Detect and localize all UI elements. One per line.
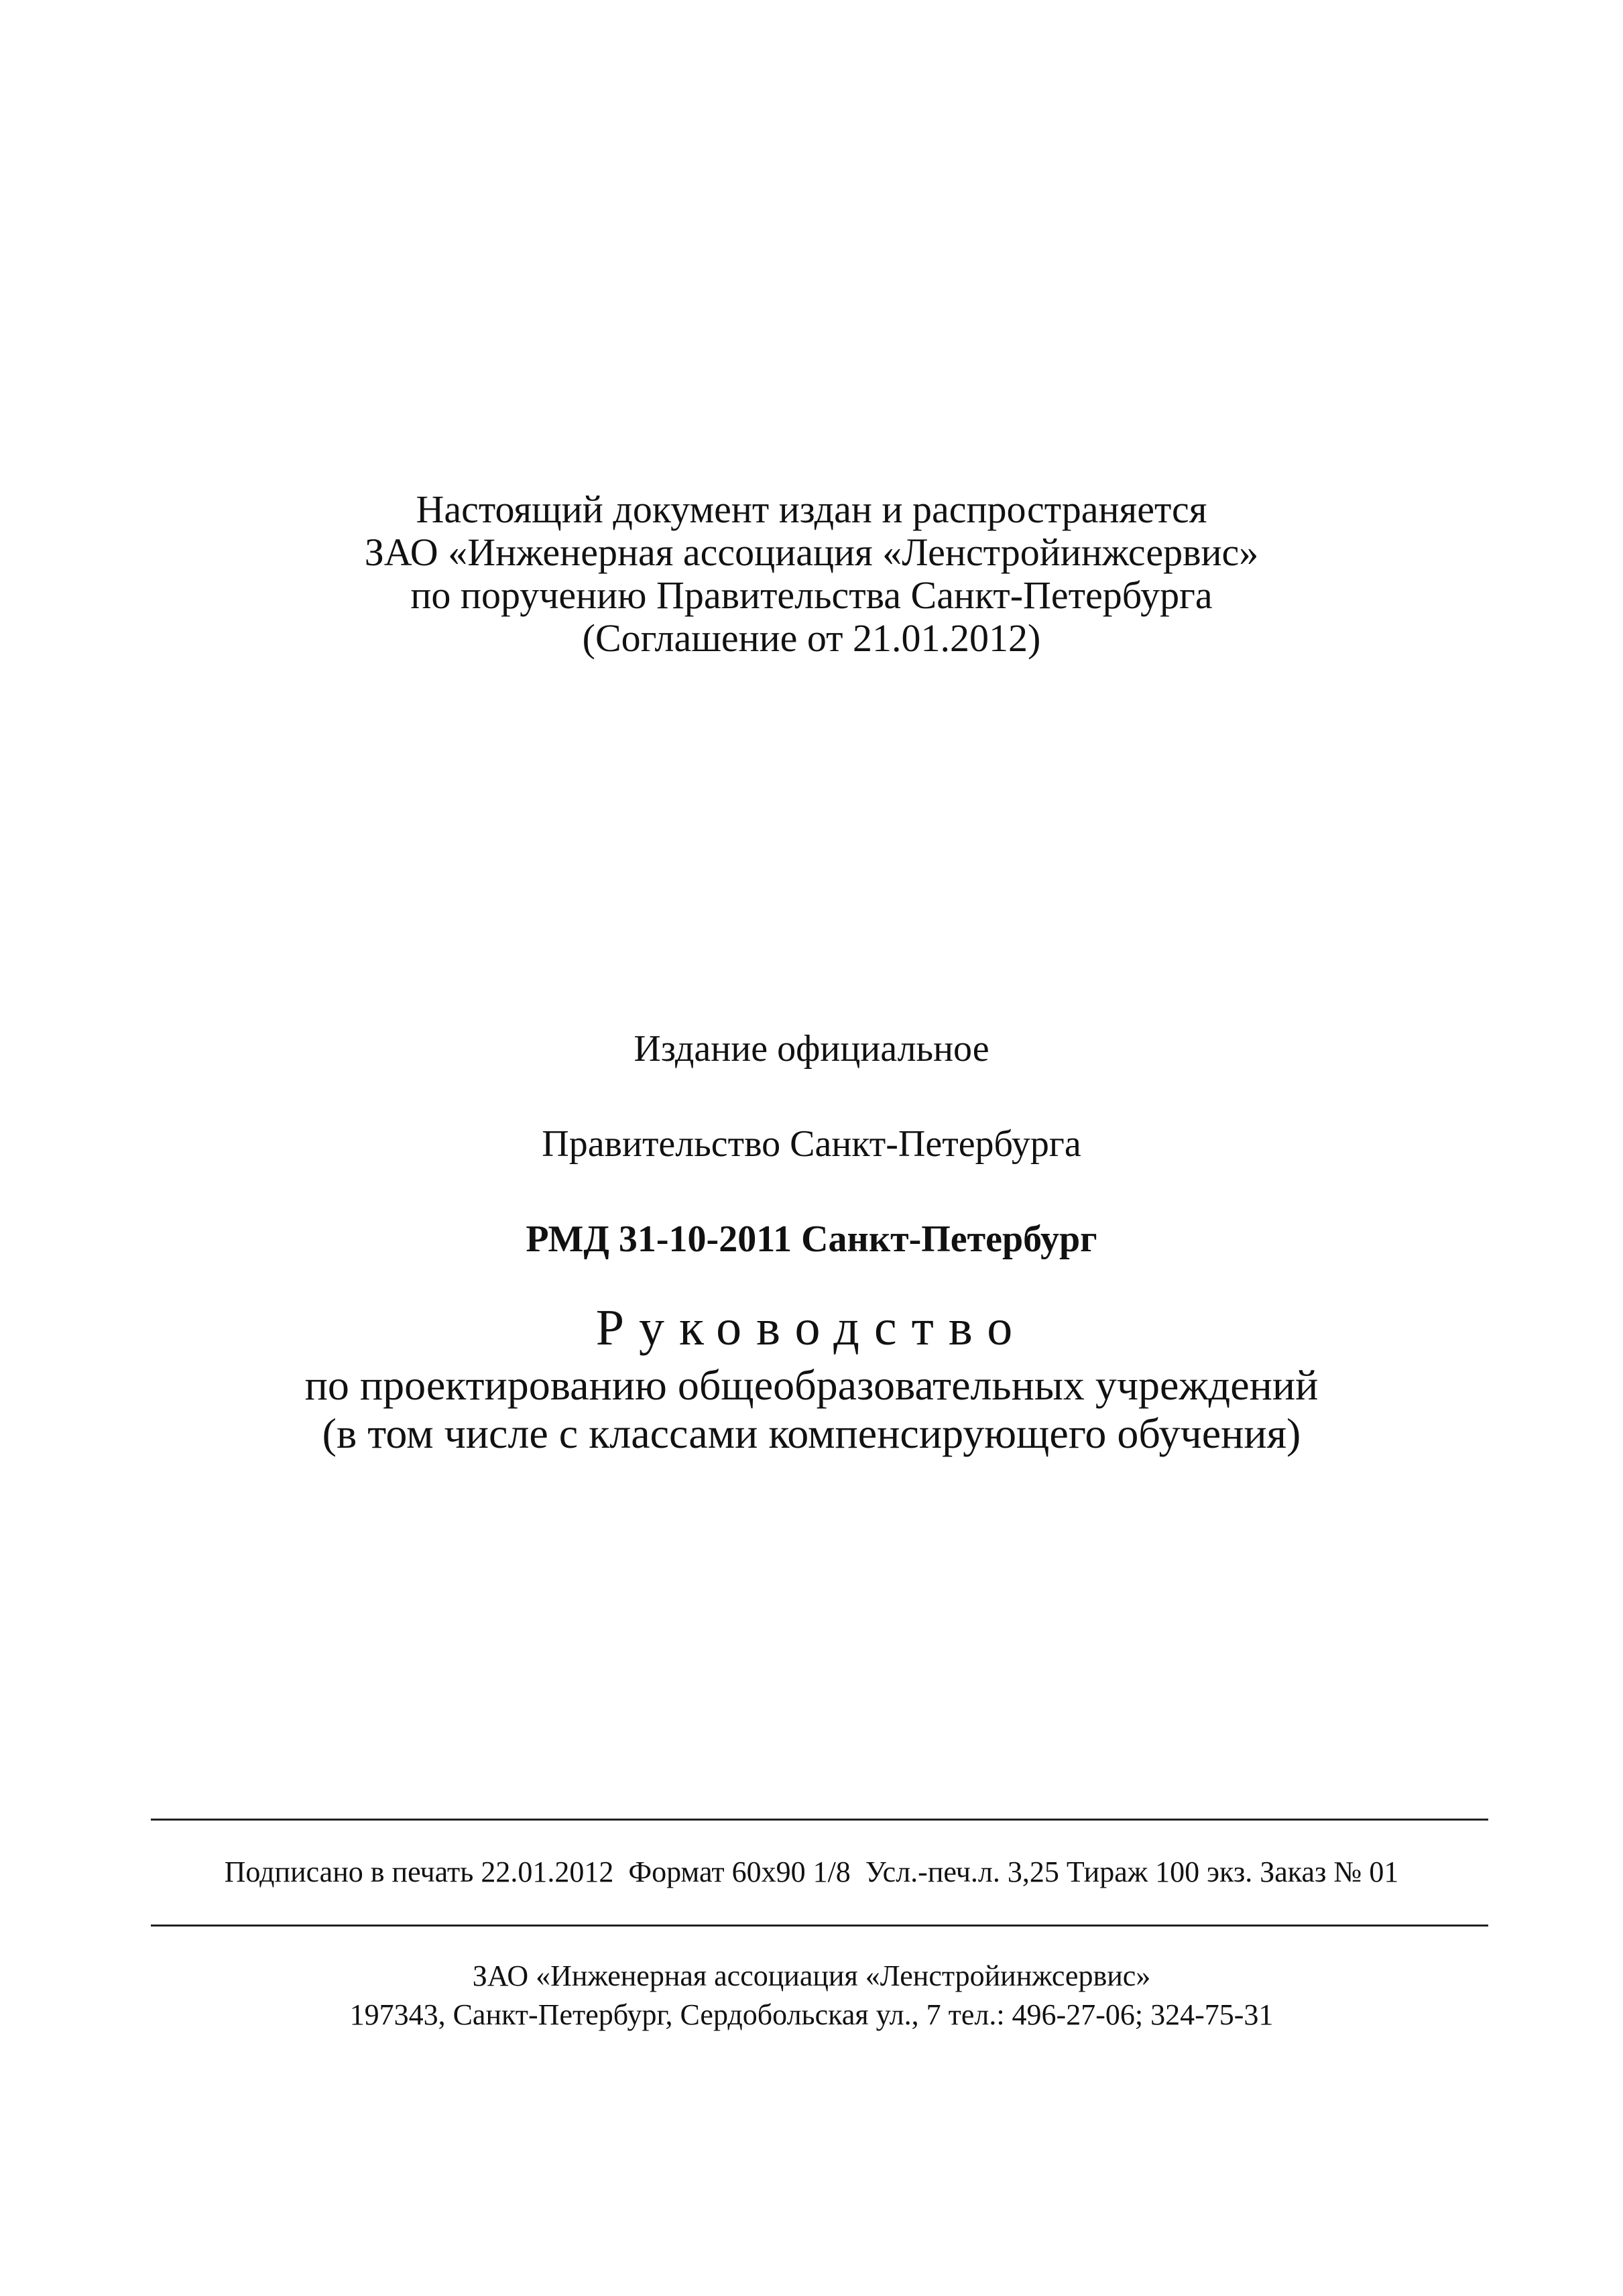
government-name: Правительство Санкт-Петербурга <box>542 1123 1081 1165</box>
document-title: Руководство <box>595 1300 1028 1356</box>
publisher-name: ЗАО «Инженерная ассоциация «Ленстройинжсервис» <box>472 1959 1151 1992</box>
notice-line: ЗАО «Инженерная ассоциация «Ленстройинжсервис» <box>364 530 1259 574</box>
publisher-address: 197343, Санкт-Петербург, Сердобольская ул., 7 тел.: 496-27-06; 324-75-31 <box>349 1998 1274 2031</box>
notice-line: Настоящий документ издан и распространяется <box>416 487 1207 531</box>
document-subtitle <box>0 1361 1623 1458</box>
edition-label: Издание официальное <box>634 1028 989 1070</box>
distribution-notice <box>0 488 1623 660</box>
notice-line: (Соглашение от 21.01.2012) <box>582 616 1041 660</box>
publisher-info <box>0 1957 1623 2034</box>
divider-top <box>151 1819 1488 1821</box>
notice-line: по поручению Правительства Санкт-Петербурга <box>410 573 1213 617</box>
divider-bottom <box>151 1925 1488 1927</box>
print-imprint: Подписано в печать 22.01.2012 Формат 60х90 1/8 Усл.-печ.л. 3,25 Тираж 100 экз. Заказ № 01 <box>224 1855 1399 1888</box>
subtitle-line: по проектированию общеобразовательных учреждений <box>304 1361 1319 1409</box>
subtitle-line: (в том числе с классами компенсирующего обучения) <box>322 1410 1301 1457</box>
document-code: РМД 31-10-2011 Санкт-Петербург <box>526 1218 1097 1260</box>
